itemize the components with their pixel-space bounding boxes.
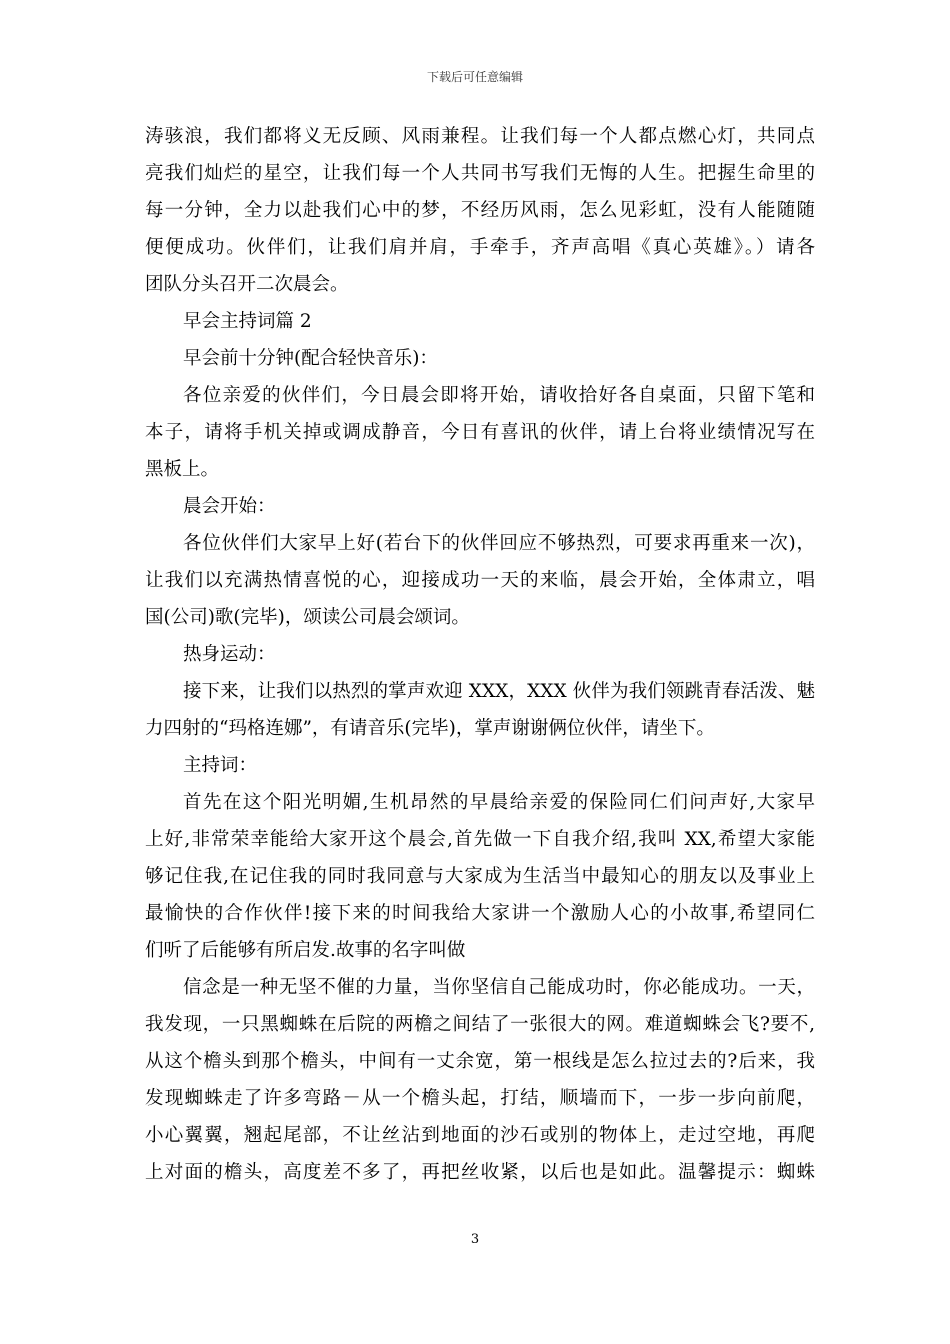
text-line: 团队分头召开二次晨会。	[145, 274, 349, 295]
text-line: 早会前十分钟(配合轻快音乐)：	[183, 348, 438, 369]
text-line: 各位伙伴们大家早上好(若台下的伙伴回应不够热烈，可要求再重来一次)，	[183, 533, 815, 554]
document-body	[145, 118, 815, 1191]
text-line: 我发现，一只黑蜘蛛在后院的两檐之间结了一张很大的网。难道蜘蛛会飞?要不,	[145, 1014, 815, 1035]
text-line: 主持词：	[183, 755, 258, 776]
text-line: 黑板上。	[145, 459, 220, 480]
text-line: 上好,非常荣幸能给大家开这个晨会,首先做一下自我介绍,我叫 XX,希望大家能	[145, 829, 815, 850]
text-line: 每一分钟，全力以赴我们心中的梦，不经历风雨，怎么见彩虹，没有人能随随	[145, 200, 815, 221]
text-line: 热身运动：	[183, 644, 276, 665]
text-line: 发现蜘蛛走了许多弯路－从一个檐头起，打结，顺墙而下，一步一步向前爬，	[145, 1088, 815, 1109]
page-header: 下载后可任意编辑	[426, 70, 523, 84]
text-line: 涛骇浪，我们都将义无反顾、风雨兼程。让我们每一个人都点燃心灯，共同点	[145, 126, 815, 147]
text-line: 最愉快的合作伙伴!接下来的时间我给大家讲一个激励人心的小故事,希望同仁	[145, 903, 815, 924]
text-line: 从这个檐头到那个檐头，中间有一丈余宽，第一根线是怎么拉过去的?后来，我	[145, 1051, 815, 1072]
text-line: 早会主持词篇 2	[183, 311, 312, 332]
text-line: 本子，请将手机关掉或调成静音，今日有喜讯的伙伴，请上台将业绩情况写在	[145, 422, 815, 443]
text-line: 上对面的檐头，高度差不多了，再把丝收紧，以后也是如此。温馨提示：蜘蛛	[145, 1162, 815, 1183]
text-line: 首先在这个阳光明媚,生机昂然的早晨给亲爱的保险同仁们问声好,大家早	[183, 792, 815, 813]
text-line: 力四射的“玛格连娜”，有请音乐(完毕)，掌声谢谢俩位伙伴，请坐下。	[145, 718, 715, 739]
text-line: 亮我们灿烂的星空，让我们每一个人共同书写我们无悔的人生。把握生命里的	[145, 163, 815, 184]
text-line: 够记住我,在记住我的同时我同意与大家成为生活当中最知心的朋友以及事业上	[145, 866, 815, 887]
page-number: 3	[470, 1232, 480, 1247]
text-line: 让我们以充满热情喜悦的心，迎接成功一天的来临，晨会开始，全体肃立，唱	[145, 570, 815, 591]
text-line: 各位亲爱的伙伴们，今日晨会即将开始，请收拾好各自桌面，只留下笔和	[183, 385, 815, 406]
text-line: 国(公司)歌(完毕)，颂读公司晨会颂词。	[145, 607, 470, 628]
text-line: 信念是一种无坚不催的力量，当你坚信自己能成功时，你必能成功。一天，	[183, 977, 815, 998]
text-line: 晨会开始：	[183, 496, 276, 517]
text-line: 们听了后能够有所启发.故事的名字叫做	[145, 940, 466, 961]
text-line: 接下来，让我们以热烈的掌声欢迎 XXX，XXX 伙伴为我们领跳青春活泼、魅	[183, 681, 815, 702]
text-line: 小心翼翼，翘起尾部，不让丝沾到地面的沙石或别的物体上，走过空地，再爬	[145, 1125, 815, 1146]
text-line: 便便成功。伙伴们，让我们肩并肩，手牵手，齐声高唱《真心英雄》。）请各	[145, 237, 815, 258]
